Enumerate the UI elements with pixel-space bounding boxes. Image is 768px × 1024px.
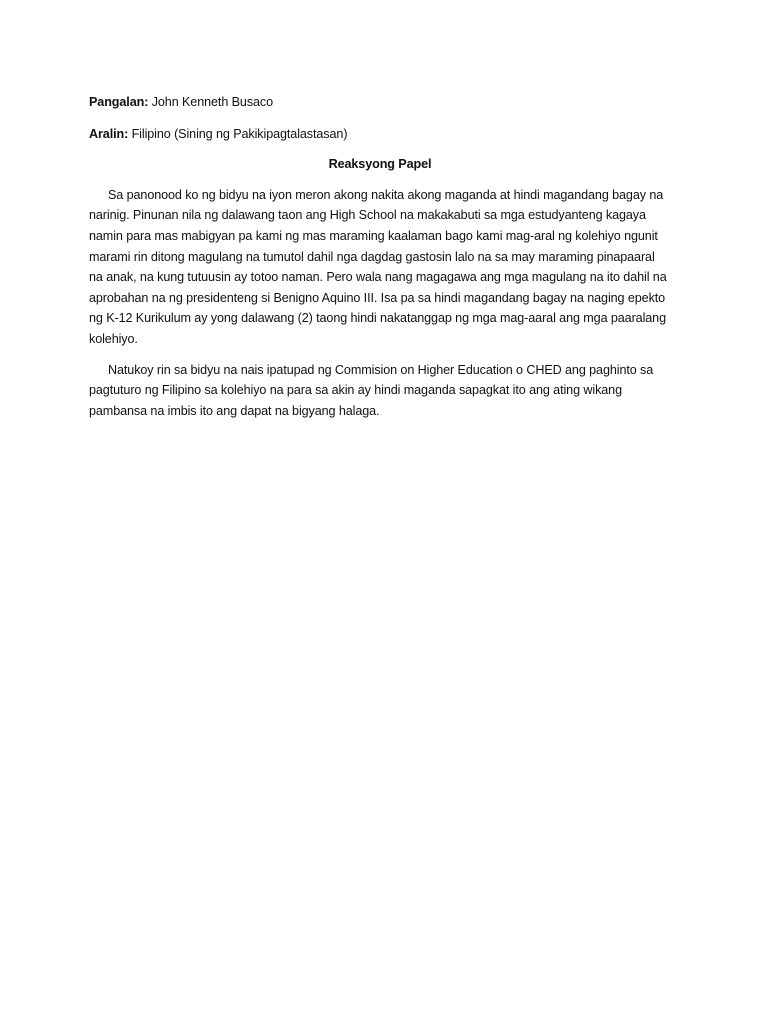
subject-label: Aralin: [89, 126, 129, 141]
document-body [89, 92, 671, 421]
name-label: Pangalan: [89, 95, 149, 109]
subject-value: Filipino (Sining ng Pakikipagtalastasan) [131, 126, 348, 141]
document-title: Reaksyong Papel [328, 157, 432, 172]
name-line [89, 92, 671, 113]
paragraph-2: Natukoy rin sa bidyu na nais ipatupad ng Commision on Higher Education o CHED ang paghinto sa pagtuturo ng Filipino sa kolehiyo na para sa akin ay hindi maganda sapagkat ito ang ating wikang pambansa na imbis ito ang dapat na bigyang halaga. [89, 362, 654, 418]
paragraph-1: Sa panonood ko ng bidyu na iyon meron akong nakita akong maganda at hindi magandang bagay na narinig. Pinunan nila ng dalawang taon ang High School na makakabuti sa mga estudyanteng kagaya namin para mas mabigyan pa kami ng mas maraming kaalaman bago kami mag-aral ng kolehiyo ngunit marami rin ditong magulang na tumutol dahil nga dagdag gastosin lalo na sa may maraming pinapaaral na anak, na kung tutuusin ay totoo naman. Pero wala nang magagawa ang mga magulang na ito dahil na aprobahan na ng presidenteng si Benigno Aquino III. Isa pa sa hindi magandang bagay na naging epekto ng K-12 Kurikulum ay yong dalawang (2) taong hindi nakatanggap ng mga mag-aaral ang mga paaralang kolehiyo. [89, 187, 667, 346]
name-value: John Kenneth Busaco [151, 95, 274, 109]
subject-line [89, 124, 671, 145]
